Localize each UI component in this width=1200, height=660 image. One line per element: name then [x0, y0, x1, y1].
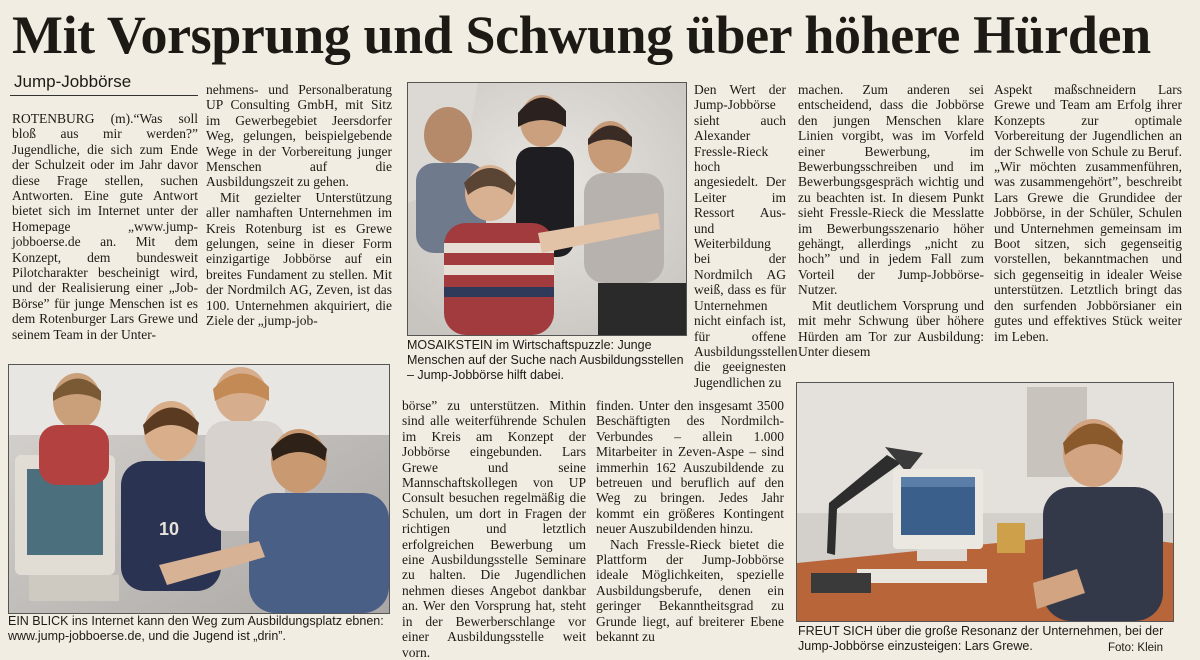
caption-text: ins Internet kann den Weg zum Ausbildungsplatz ebnen: www.jump-jobboerse.de, und die Jugend ist „drin”. — [8, 614, 384, 643]
paragraph: Den Wert der Jump-Jobbörse sieht auch Alexander Fressle-Rieck hoch angesiedelt. Der Leiter im Ressort Aus- und Weiterbildung bei der Nordmilch AG weiß, dass es für Unternehmen nicht einfach ist, für offene Ausbildungsstellen die geeignesten Jugendlichen zu — [694, 82, 798, 390]
photo-credit: Foto: Klein — [1108, 642, 1163, 654]
caption-internet — [8, 614, 394, 644]
paragraph: nehmens- und Personalberatung UP Consulting GmbH, mit Sitz im Gewerbegebiet Jeersdorfer Weg, gelungen, beispielgebende Wege in der Vorbereitung junger Menschen auf die Ausbildungszeit zu gehen. — [206, 82, 392, 190]
paragraph: finden. Unter den insgesamt 3500 Beschäftigten des Nordmilch-Verbundes – allein 1.000 Mitarbeiter in Zeven-Aspe – sind immerhin 162 Auszubildende zu betreuen und beruflich auf den Weg zu bringen. Jedes Jahr kommt ein größeres Kontingent neuer Auszubildenden hinzu. — [596, 398, 784, 537]
caption-lead: EIN BLICK — [8, 614, 69, 628]
article-column-6 — [994, 82, 1182, 374]
caption-lead: MOSAIKSTEIN — [407, 338, 493, 352]
kicker-rule — [10, 95, 198, 96]
paragraph: Aspekt maßschneidern Lars Grewe und Team am Erfolg ihrer Konzepts zur optimale Vorbereitung der Jugendlichen an der Schwelle von Schule zu Beruf. „Wir möchten zusammenführen, was zusammengehört”, beschreibt Lars Grewe die Grundidee der Jobbörse, in der Schüler, Schulen und Unternehmen gemeinsam im Boot sitzen, sich gegenseitig vorstellen, bekanntmachen und sich gegenseitig in idealer Weise unterstützen. Letztlich bringt das den surfenden Jobbörsianer ein gutes und effektives Stück weiter im Leben. — [994, 82, 1182, 344]
kicker: Jump-Jobbörse — [14, 72, 132, 91]
svg-text:10: 10 — [159, 519, 180, 539]
photo-internet-image — [9, 365, 389, 613]
paragraph: Mit gezielter Unterstützung aller namhaften Unternehmen im Kreis Rotenburg ist es Grewe gelungen, seine in dieser Form einzigartige Jobbörse auf ein breites Fundament zu stellen. Mit der Nordmilch AG, Zeven, ist das 100. Unternehmen akquiriert, die Ziele der „jump-job- — [206, 189, 392, 329]
headline: Mit Vorsprung und Schwung über höhere Hürden — [12, 5, 1151, 65]
paragraph: Nach Fressle-Rieck bietet die Plattform der Jump-Jobbörse ideale Möglichkeiten, spezielle Ausbildungsberufe, denen ein geringer Bekanntheitsgrad zu Grunde liegt, auf breiterer Ebene bekannt zu — [596, 536, 784, 645]
article-column-3 — [402, 398, 586, 660]
article-column-4-bottom — [596, 398, 784, 656]
photo-internet — [8, 364, 390, 614]
article-column-1 — [12, 111, 198, 361]
paragraph: börse” zu unterstützen. Mithin sind alle weiterführende Schulen im Kreis am Konzept der Jobbörse eingebunden. Lars Grewe und seine Mannschaftskollegen von UP Consult besuchen regelmäßig die Schulen, um dort in Fragen der richtigen und letztlich erfolgreichen Bewerbung um eine Ausbildungsstelle Seminare zu halten. Die Jugendlichen nehmen dieses Angebot dankbar an. Wer den Vorsprung hat, steht in der Bewerberschlange vor einer Ausbildungsstelle weit vorn. — [402, 398, 586, 660]
caption-lead: FREUT SICH — [798, 624, 873, 638]
caption-text: über die große Resonanz der Unternehmen, bei der Jump-Jobbörse einzusteigen: Lars Grewe. — [798, 624, 1164, 653]
article-column-5 — [798, 82, 984, 374]
photo-puzzle — [407, 82, 687, 336]
photo-grewe — [796, 382, 1174, 622]
caption-puzzle — [407, 338, 687, 383]
paragraph: machen. Zum anderen sei entscheidend, dass die Jobbörse den jungen Menschen klare Linien vorgibt, was im Vorfeld einer Bewerbung, im Bewerbungsschreiben und im Bewerbungsgespräch wichtig und zu beachten ist. In diesem Punkt sieht Fressle-Rieck die Messlatte im Bewerbungsszenario höher gehängt, allerdings „nicht zu hoch” und in jedem Fall zum Vorteil der Jump-Jobbörse-Nutzer. — [798, 82, 984, 298]
photo-grewe-image — [797, 383, 1173, 621]
paragraph: ROTENBURG (m).“Was soll bloß aus mir werden?” Jugendliche, die sich zum Ende der Schulzeit oder im Jahr davor diese Frage stellen, suchen Antworten. Eine gute Antwort bietet sich im Internet unter der Homepage „www.jump-jobboerse.de an. Mit dem Konzept, dem bundesweit Pilotcharakter bescheinigt wird, und der Realisierung einer „Job-Börse” für junge Menschen ist es dem Rotenburger Lars Grewe und seinem Team in der Unter- — [12, 111, 198, 342]
caption-text: im Wirtschaftspuzzle: Junge Menschen auf der Suche nach Ausbildungsstellen – Jump-Jobbörse hilft dabei. — [407, 338, 684, 382]
article-column-4-top — [694, 82, 798, 398]
paragraph: Mit deutlichem Vorsprung und mit mehr Schwung über höhere Hürden am Tor zur Ausbildung: Unter diesem — [798, 297, 984, 359]
photo-puzzle-image — [408, 83, 686, 335]
article-column-2 — [206, 82, 392, 352]
